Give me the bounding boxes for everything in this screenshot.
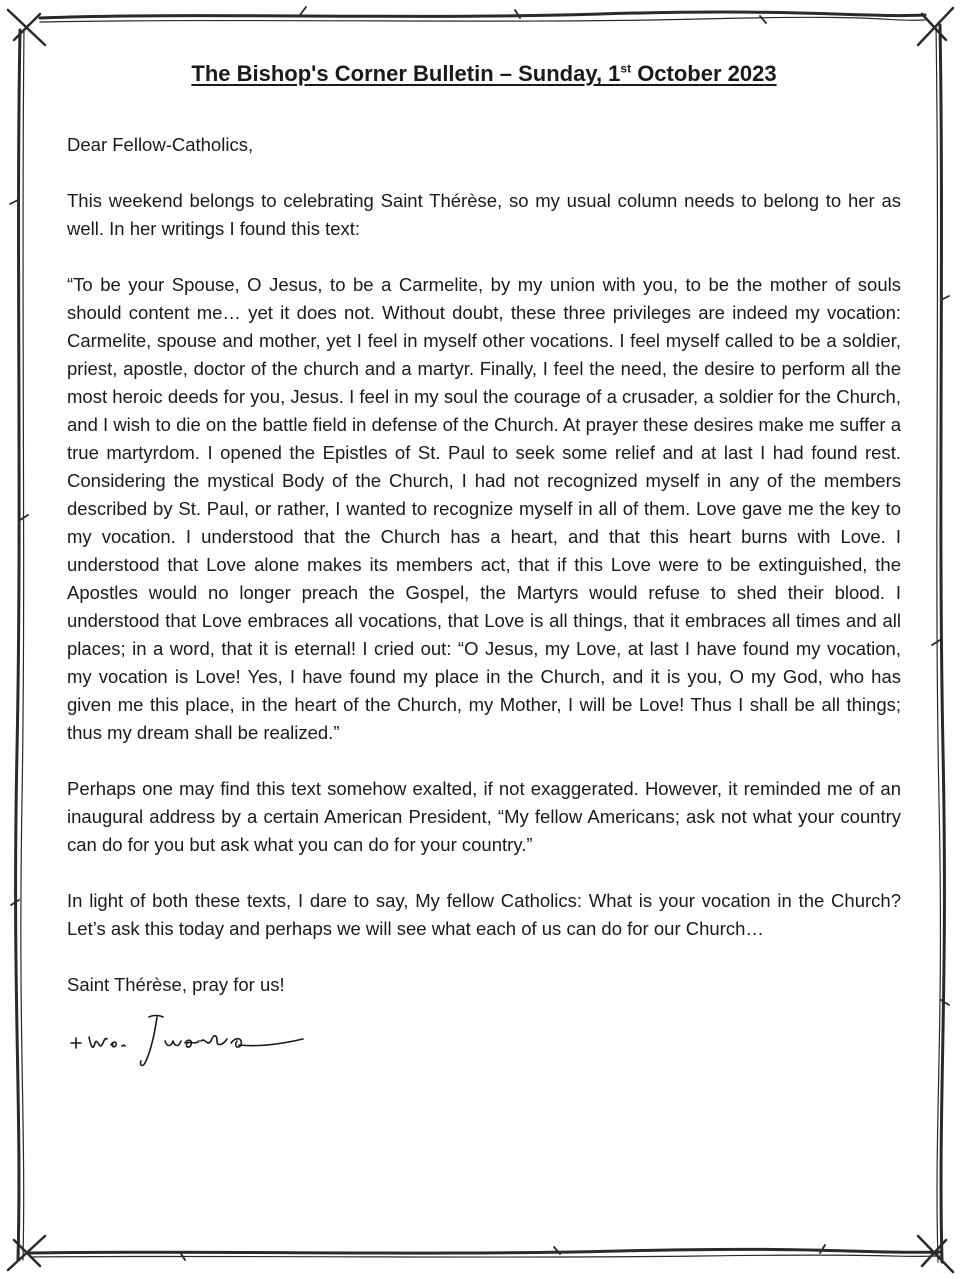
paragraph-quote: “To be your Spouse, O Jesus, to be a Carmelite, by my union with you, to be the mother of souls should content me… yet it does not. Without doubt, these three privileges are indeed my vocation: Carmelite, spouse and mother, yet I feel in myself other vocations. I feel myself called to be a soldier, priest, apostle, doctor of the church and a martyr. Finally, I feel the need, the desire to perform all the most heroic deeds for you, Jesus. I feel in my soul the courage of a crusader, a soldier for the Church, and I wish to die on the battle field in defense of the Church. At prayer these desires make me suffer a true martyrdom. I opened the Epistles of St. Paul to seek some relief and at last I had found rest. Considering the mystical Body of the Church, I had not recognized myself in any of the members described by St. Paul, or rather, I wanted to recognize myself in all of them. Love gave me the key to my vocation. I understood that the Church has a heart, and that this heart burns with Love. I understood that Love alone makes its members act, that if this Love were to be extinguished, the Apostles would no longer preach the Gospel, the Martyrs would refuse to shed their blood. I understood that Love embraces all vocations, that Love is all things, that it embraces all times and all places; in a word, that it is eternal! I cried out: “O Jesus, my Love, at last I have found my vocation, my vocation is Love! Yes, I have found my place in the Church, and it is you, O my God, who has given me this place, in the heart of the Church, my Mother, I will be Love! Thus I shall be all things; thus my dream shall be realized.” [67, 273, 901, 743]
paragraph-question: In light of both these texts, I dare to say, My fellow Catholics: What is your vocation in the Church? Let’s ask this today and perhaps we will see what each of us can do for our Church… [67, 889, 901, 939]
paragraph-intro: This weekend belongs to celebrating Saint Thérèse, so my usual column needs to belong to her as well. In her writings I found this text: [67, 189, 901, 239]
handwritten-signature [67, 1011, 317, 1071]
title-main: The Bishop's Corner Bulletin – Sunday, 1 [191, 61, 621, 86]
bulletin-title [67, 60, 901, 89]
title-date-end: October 2023 [631, 61, 777, 86]
title-ordinal-suffix: st [620, 61, 632, 76]
letter-body [67, 131, 901, 999]
bulletin-page [67, 60, 901, 1076]
closing-prayer: Saint Thérèse, pray for us! [67, 973, 285, 995]
salutation: Dear Fellow-Catholics, [67, 133, 254, 155]
paragraph-reflection: Perhaps one may find this text somehow exalted, if not exaggerated. However, it reminded me of an inaugural address by a certain American President, “My fellow Americans; ask not what your country can do for you but ask what you can do for your country.” [67, 777, 901, 855]
